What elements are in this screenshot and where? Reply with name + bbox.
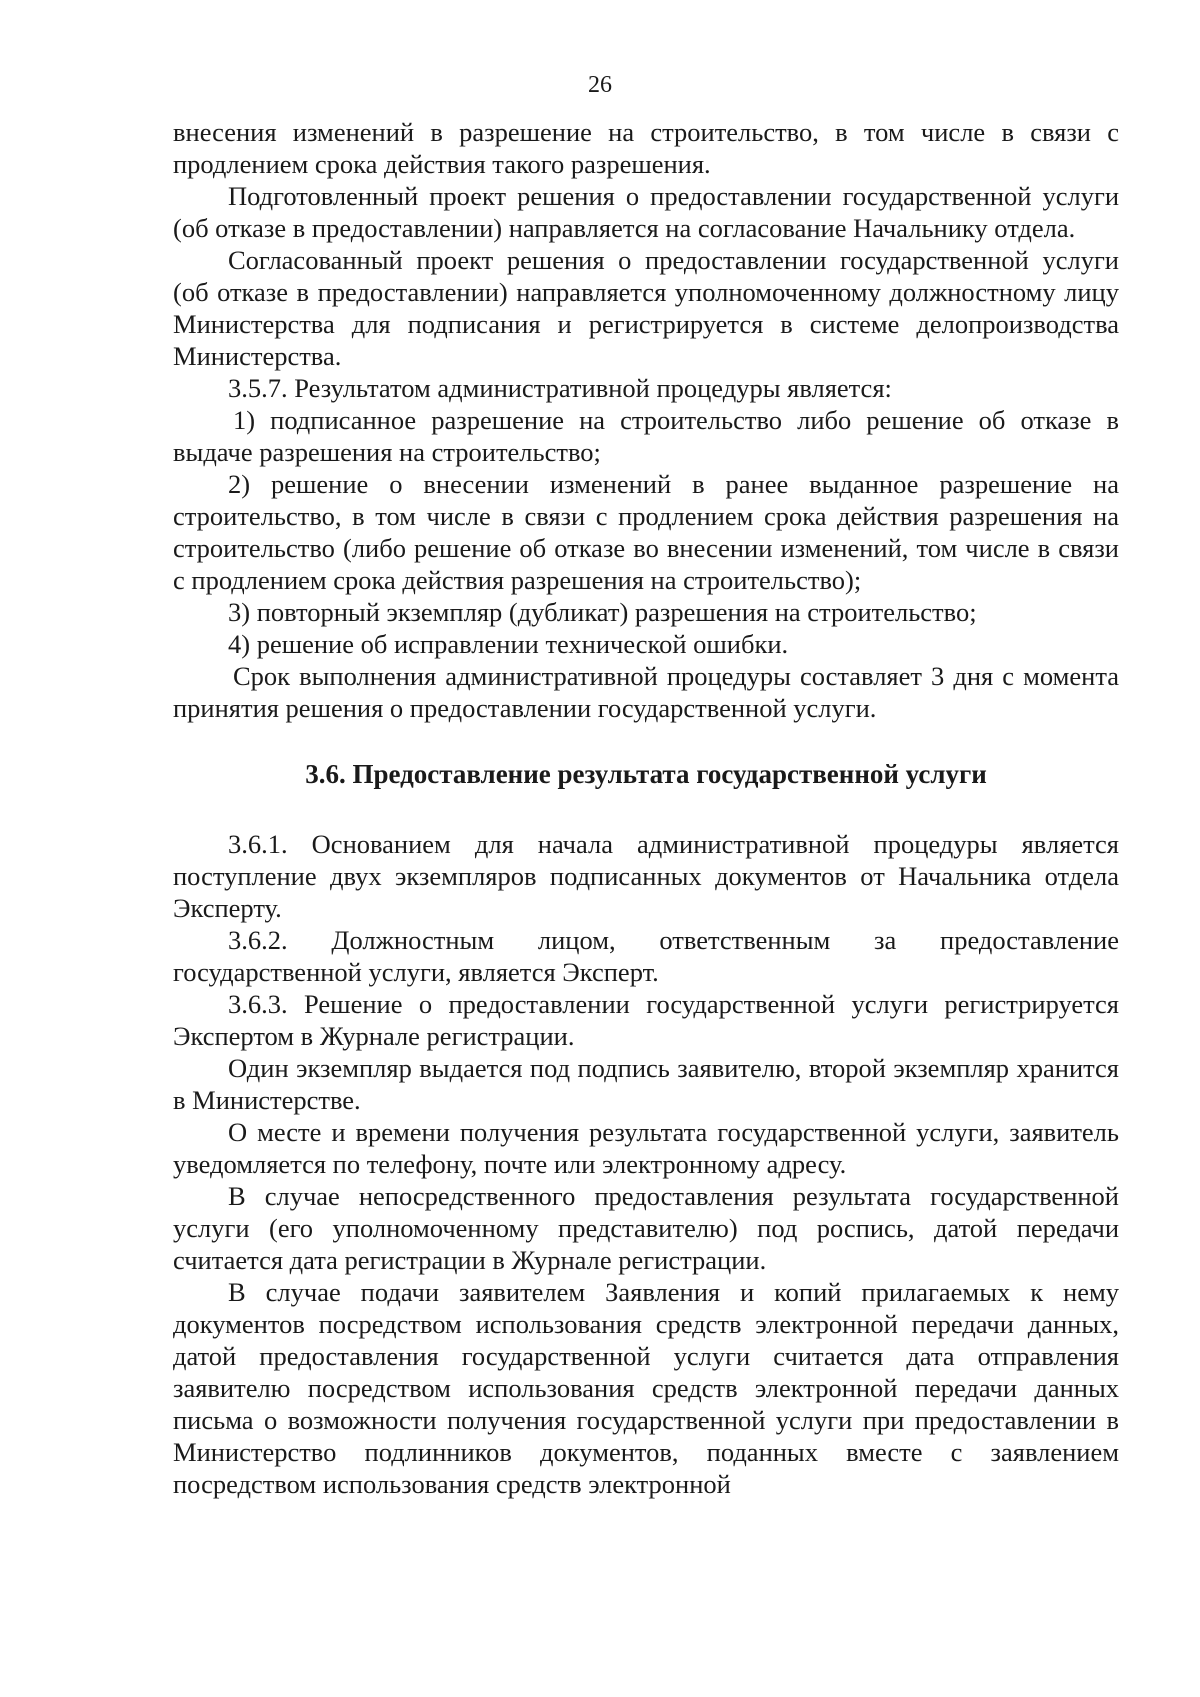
- paragraph-3-6-1: 3.6.1. Основанием для начала административной процедуры является поступление двух экземпляров подписанных документов от Начальника отдела Эксперту.: [173, 829, 1119, 923]
- list-item-4: 4) решение об исправлении технической ошибки.: [228, 629, 789, 659]
- paragraph-3-6-3: 3.6.3. Решение о предоставлении государственной услуги регистрируется Экспертом в Журнале регистрации.: [173, 989, 1119, 1051]
- page-number: 26: [588, 72, 612, 98]
- paragraph: Согласованный проект решения о предоставлении государственной услуги (об отказе в предоставлении) направляется уполномоченному должностному лицу Министерства для подписания и регистрируется в системе делопроизводства Министерства.: [173, 245, 1119, 371]
- paragraph: О месте и времени получения результата государственной услуги, заявитель уведомляется по телефону, почте или электронному адресу.: [173, 1117, 1119, 1179]
- paragraph: Один экземпляр выдается под подпись заявителю, второй экземпляр хранится в Министерстве.: [173, 1053, 1119, 1115]
- paragraph: Подготовленный проект решения о предоставлении государственной услуги (об отказе в предоставлении) направляется на согласование Начальнику отдела.: [173, 181, 1119, 243]
- paragraph-continued: внесения изменений в разрешение на строительство, в том числе в связи с продлением срока действия такого разрешения.: [173, 117, 1119, 179]
- list-item-2: 2) решение о внесении изменений в ранее выданное разрешение на строительство, в том числе в связи с продлением срока действия разрешения на строительство (либо решение об отказе во внесении изменений, том числе в связи с продлением срока действия разрешения на строительство);: [173, 469, 1119, 595]
- list-item-1: 1) подписанное разрешение на строительство либо решение об отказе в выдаче разрешения на строительство;: [173, 405, 1119, 467]
- paragraph-deadline: Срок выполнения административной процедуры составляет 3 дня с момента принятия решения о предоставлении государственной услуги.: [173, 661, 1119, 723]
- paragraph-continues: В случае подачи заявителем Заявления и копий прилагаемых к нему документов посредством использования средств электронной передачи данных, датой предоставления государственной услуги считается дата отправления заявителю посредством использования средств электронной передачи данных письма о возможности получения государственной услуги при предоставлении в Министерство подлинников документов, поданных вместе с заявлением посредством использования средств электронной: [173, 1277, 1119, 1499]
- paragraph: В случае непосредственного предоставления результата государственной услуги (его уполномоченному представителю) под роспись, датой передачи считается дата регистрации в Журнале регистрации.: [173, 1181, 1119, 1275]
- paragraph-3-6-2: 3.6.2. Должностным лицом, ответственным за предоставление государственной услуги, является Эксперт.: [173, 925, 1119, 987]
- section-heading-3-6: 3.6. Предоставление результата государственной услуги: [305, 759, 987, 789]
- paragraph-3-5-7: 3.5.7. Результатом административной процедуры является:: [228, 373, 892, 403]
- list-item-3: 3) повторный экземпляр (дубликат) разрешения на строительство;: [228, 597, 977, 627]
- document-body: [173, 116, 1119, 1500]
